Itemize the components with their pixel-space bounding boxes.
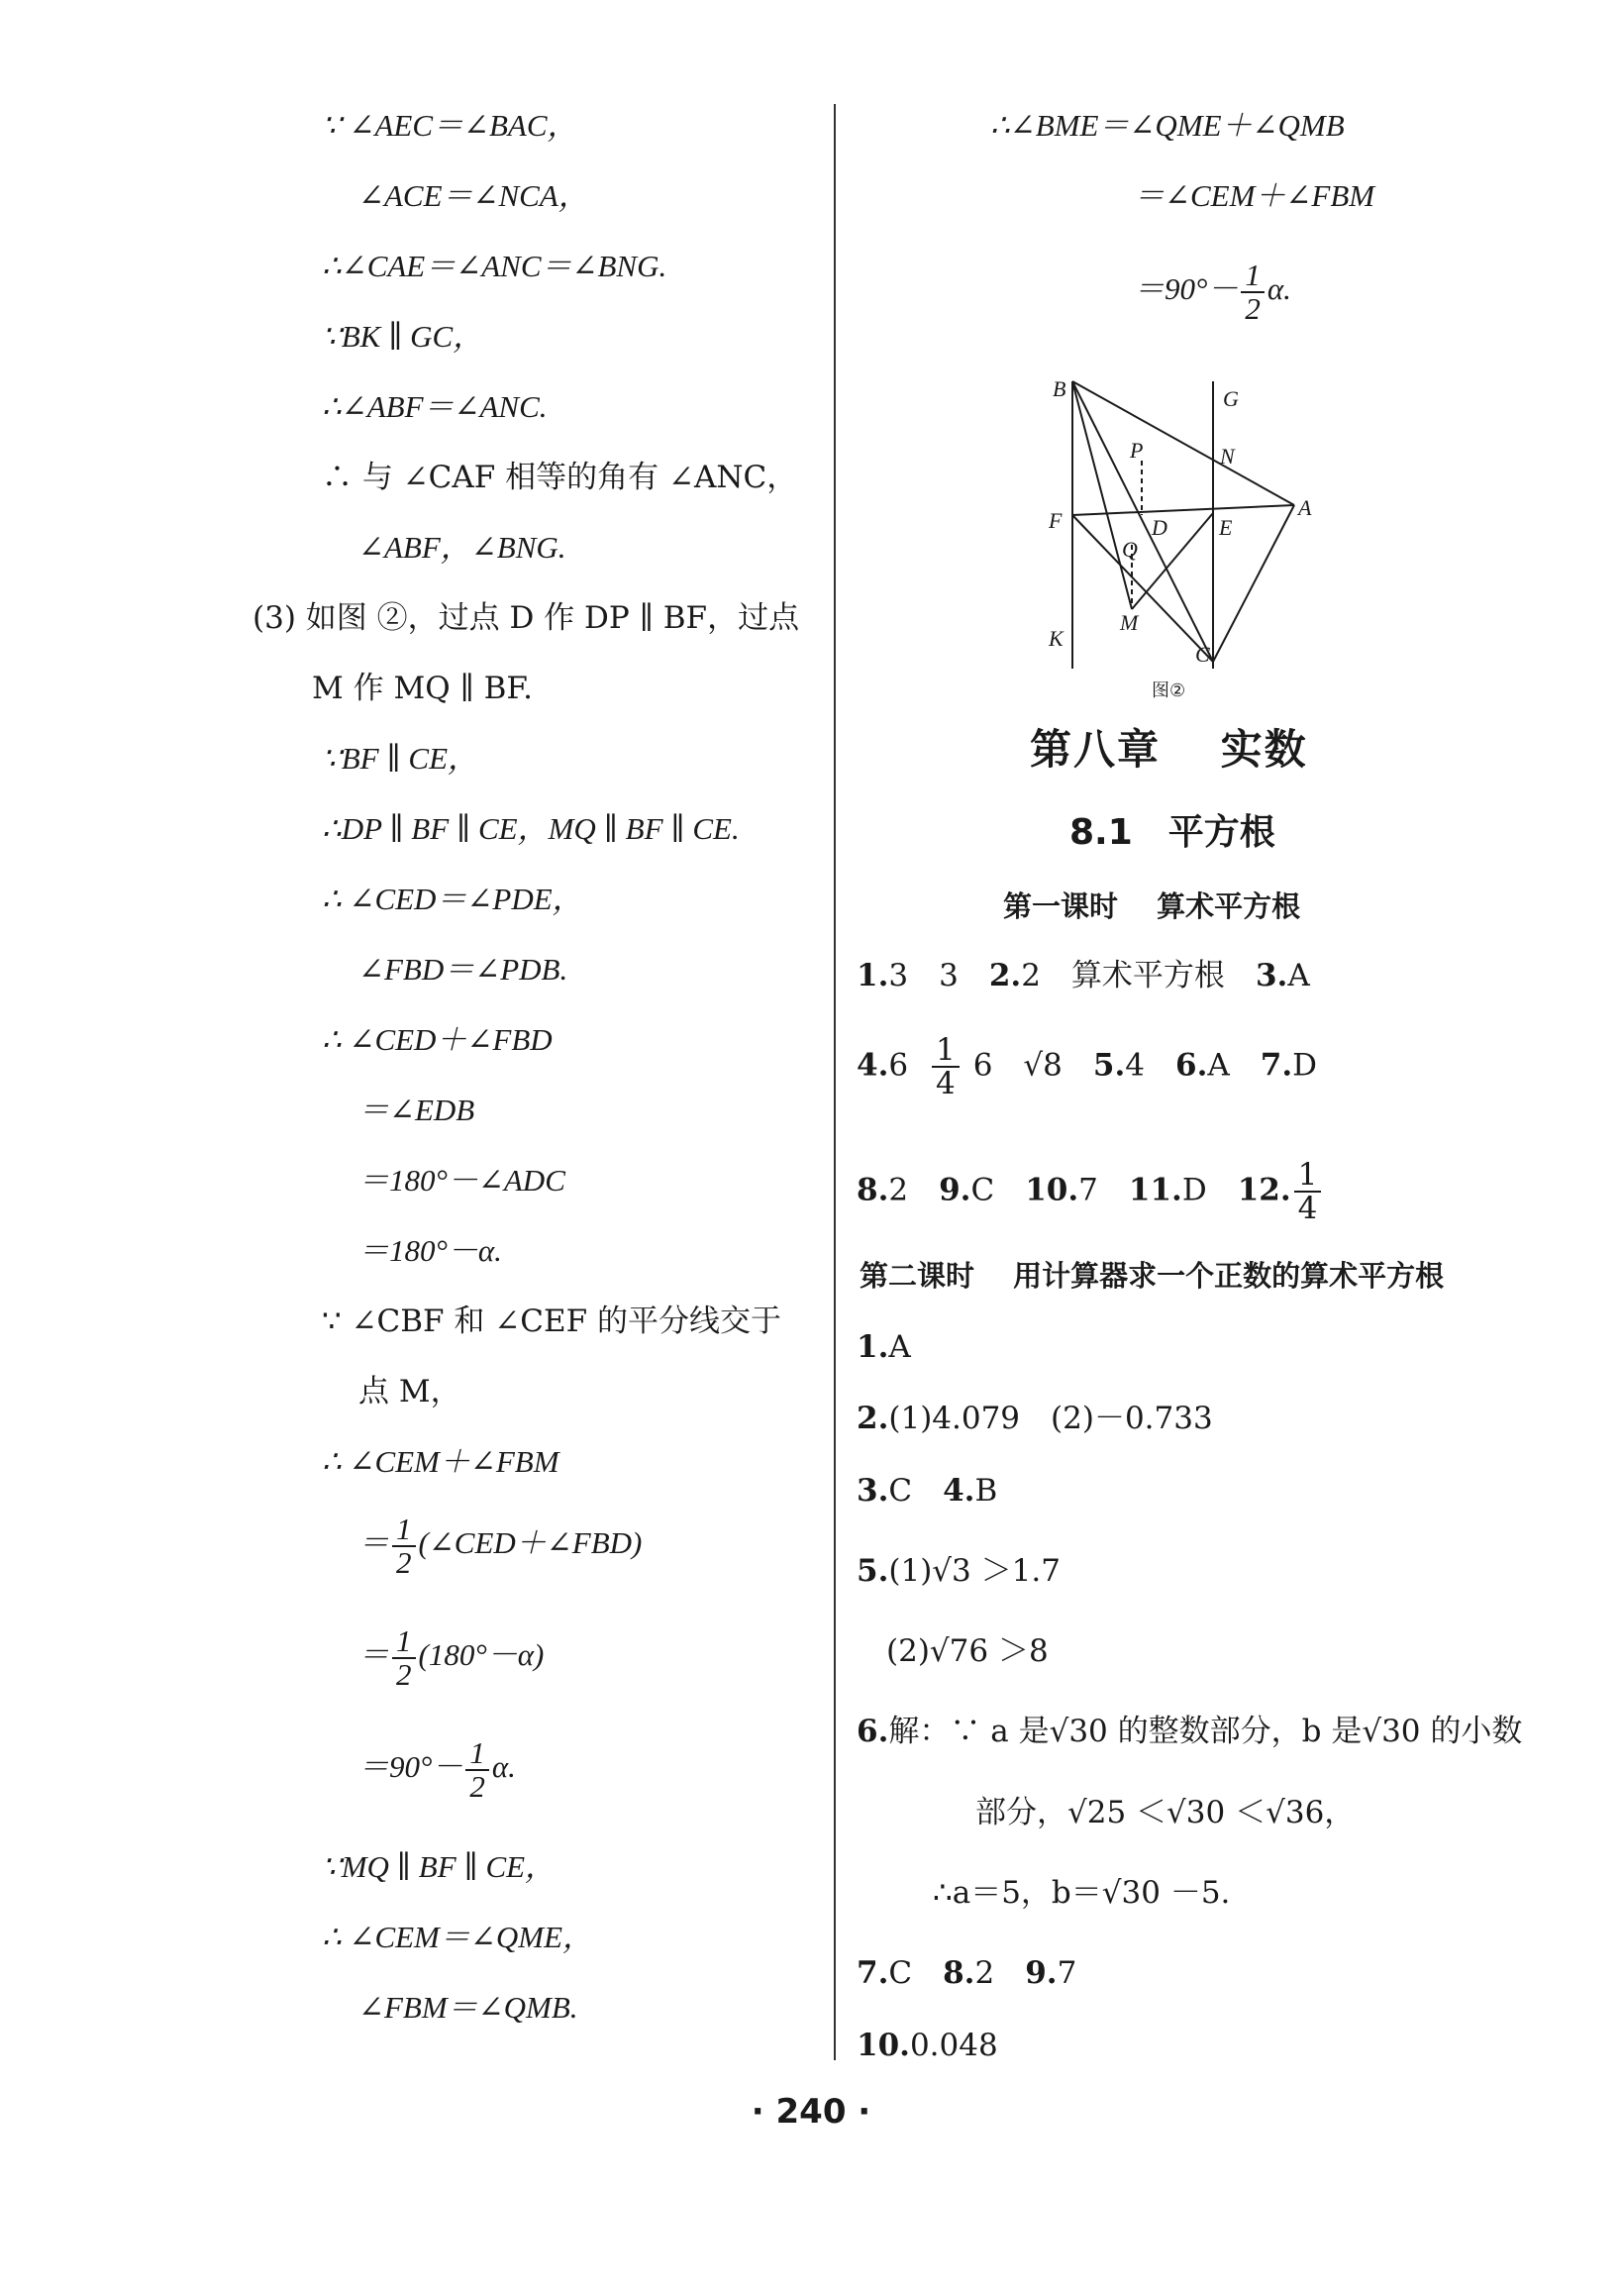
label-m: M bbox=[1120, 610, 1139, 635]
fraction-numerator: 1 bbox=[392, 1513, 416, 1547]
label-e: E bbox=[1219, 515, 1233, 540]
question-number: 1. bbox=[857, 1329, 889, 1365]
fraction-numerator: 1 bbox=[1241, 260, 1265, 293]
answer-7-9 bbox=[857, 1953, 1076, 1993]
question-number: 3. bbox=[857, 1473, 889, 1509]
label-q: Q bbox=[1122, 537, 1138, 562]
answer-text: 解：∵ a 是√30 的整数部分，b 是√30 的小数 bbox=[888, 1714, 1523, 1749]
left-line-18: ∵ ∠CBF 和 ∠CEF 的平分线交于 bbox=[322, 1304, 781, 1339]
left-line-16: ＝180°－∠ADC bbox=[358, 1163, 565, 1198]
answer-text: 3 3 bbox=[888, 958, 989, 993]
expression: (∠CED＋∠FBD) bbox=[418, 1525, 643, 1561]
left-line-22 bbox=[358, 1625, 544, 1691]
left-line-20: ∴ ∠CEM＋∠FBM bbox=[322, 1444, 559, 1479]
left-line-10: ∵BF ∥ CE， bbox=[322, 741, 479, 776]
answer-row-2 bbox=[857, 1034, 1317, 1099]
fraction-quarter bbox=[1294, 1159, 1322, 1224]
answer-2 bbox=[857, 1399, 1213, 1438]
expression-prefix: ＝90°－ bbox=[358, 1749, 463, 1785]
answer-text: 4 bbox=[1125, 1047, 1176, 1084]
answer-text: 2 bbox=[888, 1172, 940, 1208]
fraction-quarter bbox=[932, 1034, 960, 1099]
left-line-19: 点 M， bbox=[358, 1374, 461, 1409]
question-number: 7. bbox=[1260, 1047, 1293, 1084]
question-number: 6. bbox=[857, 1714, 889, 1749]
left-line-21 bbox=[358, 1513, 642, 1579]
answer-text: A bbox=[1287, 958, 1310, 993]
answer-text: 7 bbox=[1078, 1172, 1129, 1208]
left-line-15: ＝∠EDB bbox=[358, 1093, 475, 1127]
answer-5-part2: (2)√76 ＞8 bbox=[886, 1633, 1049, 1669]
question-number: 8. bbox=[943, 1955, 975, 1991]
question-number: 7. bbox=[857, 1955, 889, 1991]
page-number: · 240 · bbox=[751, 2092, 871, 2132]
question-number: 1. bbox=[857, 958, 889, 993]
column-divider bbox=[834, 104, 836, 2060]
left-line-8: (3) 如图 ②，过点 D 作 DP ∥ BF，过点 bbox=[253, 600, 800, 636]
left-line-9: M 作 MQ ∥ BF. bbox=[312, 671, 533, 706]
left-line-4: ∵BK ∥ GC， bbox=[322, 319, 484, 354]
answer-text: A bbox=[888, 1329, 911, 1365]
label-a: A bbox=[1298, 495, 1312, 520]
right-line-3 bbox=[1134, 260, 1291, 325]
label-n: N bbox=[1220, 444, 1235, 469]
question-number: 5. bbox=[1092, 1047, 1126, 1084]
left-line-5: ∴∠ABF＝∠ANC. bbox=[322, 389, 548, 424]
expression: (180°－α) bbox=[418, 1637, 545, 1673]
answer-text: 7 bbox=[1057, 1955, 1077, 1991]
left-line-13: ∠FBD＝∠PDB. bbox=[358, 952, 568, 987]
fraction-denominator: 2 bbox=[396, 1545, 412, 1580]
left-line-11: ∴DP ∥ BF ∥ CE，MQ ∥ BF ∥ CE. bbox=[322, 811, 740, 846]
fraction-denominator: 4 bbox=[1297, 1191, 1318, 1226]
equals-sign: ＝ bbox=[358, 1525, 389, 1561]
expression-suffix: α. bbox=[491, 1749, 516, 1785]
right-line-1: ∴∠BME＝∠QME＋∠QMB bbox=[990, 108, 1345, 143]
answer-text: 6 bbox=[888, 1047, 909, 1084]
label-d: D bbox=[1152, 515, 1167, 540]
answer-5-part1 bbox=[857, 1551, 1061, 1591]
fraction-numerator: 1 bbox=[932, 1034, 960, 1068]
left-line-12: ∴ ∠CED＝∠PDE， bbox=[322, 882, 583, 916]
answer-text: C bbox=[970, 1172, 1026, 1208]
answer-text: 2 算术平方根 bbox=[1021, 958, 1256, 993]
left-line-14: ∴ ∠CED＋∠FBD bbox=[322, 1022, 553, 1057]
expression-suffix: α. bbox=[1267, 271, 1291, 307]
segment-bc bbox=[1072, 381, 1213, 662]
answer-text: (1)4.079 (2)－0.733 bbox=[888, 1401, 1213, 1436]
chapter-title: 第八章 实数 bbox=[1030, 725, 1308, 774]
left-line-7: ∠ABF，∠BNG. bbox=[358, 530, 566, 565]
fraction-denominator: 2 bbox=[396, 1657, 412, 1692]
label-b: B bbox=[1053, 376, 1066, 401]
segment-bm bbox=[1072, 381, 1132, 609]
answer-text: C bbox=[888, 1473, 944, 1509]
fraction-numerator: 1 bbox=[392, 1625, 416, 1659]
label-p: P bbox=[1130, 438, 1144, 463]
question-number: 9. bbox=[1025, 1955, 1058, 1991]
figure-caption: 图② bbox=[1152, 680, 1186, 701]
segment-me bbox=[1132, 513, 1213, 609]
answer-text: C bbox=[888, 1955, 944, 1991]
answer-6-line2: 部分，√25 ＜√30 ＜√36， bbox=[975, 1795, 1356, 1830]
lesson-2-title: 第二课时 用计算器求一个正数的算术平方根 bbox=[860, 1259, 1445, 1293]
fraction-denominator: 2 bbox=[469, 1769, 485, 1804]
equals-sign: ＝ bbox=[358, 1637, 389, 1673]
answer-text: 0.048 bbox=[909, 2028, 998, 2063]
left-line-1: ∵ ∠AEC＝∠BAC， bbox=[322, 108, 578, 143]
question-number: 10. bbox=[857, 2028, 910, 2063]
fraction-denominator: 2 bbox=[1245, 291, 1261, 326]
left-line-17: ＝180°－α. bbox=[358, 1233, 502, 1268]
segment-ba bbox=[1072, 381, 1294, 505]
answer-6-line3: ∴a＝5，b＝√30 －5. bbox=[933, 1875, 1231, 1911]
left-line-23 bbox=[358, 1737, 516, 1803]
label-f: F bbox=[1049, 508, 1063, 533]
lesson-1-title: 第一课时 算术平方根 bbox=[1003, 889, 1301, 923]
answer-10 bbox=[857, 2026, 998, 2065]
fraction-numerator: 1 bbox=[465, 1737, 489, 1771]
fraction-half bbox=[392, 1625, 416, 1691]
answer-text: B bbox=[974, 1473, 998, 1509]
question-number: 10. bbox=[1025, 1172, 1079, 1208]
answer-6-line1 bbox=[857, 1712, 1522, 1751]
left-line-26: ∠FBM＝∠QMB. bbox=[358, 1990, 578, 2025]
answer-text: D bbox=[1292, 1047, 1318, 1084]
question-number: 12. bbox=[1237, 1172, 1291, 1208]
question-number: 4. bbox=[943, 1473, 975, 1509]
question-number: 4. bbox=[857, 1047, 889, 1084]
fraction-numerator: 1 bbox=[1294, 1159, 1322, 1193]
left-line-6: ∴ 与 ∠CAF 相等的角有 ∠ANC， bbox=[322, 460, 798, 495]
question-number: 8. bbox=[857, 1172, 889, 1208]
answer-text: A bbox=[1207, 1047, 1261, 1084]
left-line-2: ∠ACE＝∠NCA， bbox=[358, 178, 589, 213]
label-k: K bbox=[1049, 626, 1064, 651]
answer-1 bbox=[857, 1327, 911, 1367]
left-line-24: ∵MQ ∥ BF ∥ CE， bbox=[322, 1849, 557, 1884]
answer-row-3 bbox=[857, 1159, 1324, 1224]
label-c: C bbox=[1195, 642, 1210, 667]
question-number: 9. bbox=[939, 1172, 971, 1208]
answer-text: (1)√3 ＞1.7 bbox=[888, 1553, 1061, 1589]
answer-text: D bbox=[1181, 1172, 1238, 1208]
question-number: 2. bbox=[857, 1401, 889, 1436]
answer-row-1 bbox=[857, 956, 1310, 995]
question-number: 2. bbox=[988, 958, 1022, 993]
question-number: 3. bbox=[1255, 958, 1288, 993]
answer-text: 2 bbox=[974, 1955, 1026, 1991]
geometry-figure-2 bbox=[1025, 366, 1312, 708]
section-title: 8.1 平方根 bbox=[1069, 812, 1275, 853]
question-number: 5. bbox=[857, 1553, 889, 1589]
label-g: G bbox=[1223, 386, 1239, 411]
answer-3-4 bbox=[857, 1471, 997, 1511]
fraction-half bbox=[392, 1513, 416, 1579]
left-line-3: ∴∠CAE＝∠ANC＝∠BNG. bbox=[322, 249, 667, 283]
question-number: 11. bbox=[1128, 1172, 1182, 1208]
question-number: 6. bbox=[1175, 1047, 1208, 1084]
fraction-half bbox=[1241, 260, 1265, 325]
fraction-denominator: 4 bbox=[935, 1066, 956, 1101]
expression-prefix: ＝90°－ bbox=[1134, 271, 1239, 307]
fraction-half bbox=[465, 1737, 489, 1803]
right-line-2: ＝∠CEM＋∠FBM bbox=[1134, 178, 1375, 213]
answer-text: 6 √8 bbox=[972, 1047, 1093, 1084]
left-line-25: ∴ ∠CEM＝∠QME， bbox=[322, 1920, 594, 1954]
